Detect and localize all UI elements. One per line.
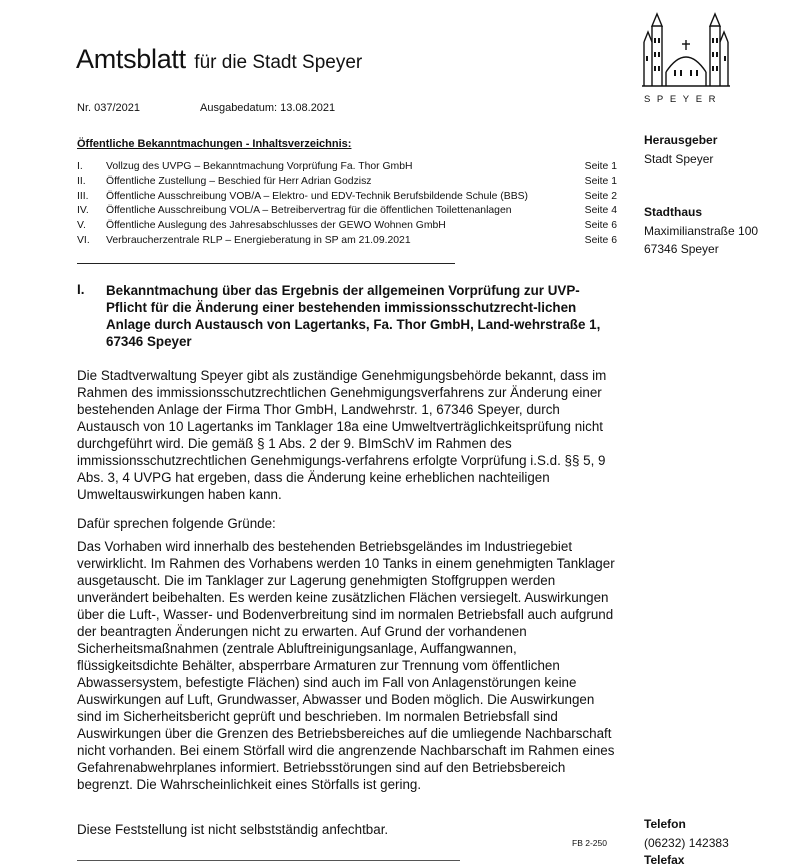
toc-item-title: Vollzug des UVPG – Bekanntmachung Vorprüfung Fa. Thor GmbH <box>106 161 413 172</box>
paragraph-announcement: Die Stadtverwaltung Speyer gibt als zuständige Genehmigungsbehörde bekannt, dass im Rahmen des immissionsschutzrechtlichen Genehmigungsverfahrens zur Änderung einer bestehenden Anlage der Firma Thor GmbH, Landwehrstr. 1, 67346 Speyer, durch Austausch von 10 Lagertanks im Tanklager 18a eine Umweltverträglichkeitsprüfung nicht durchgeführt wird. Die gemäß § 1 Abs. 2 der 9. BImSchV im Rahmen des immissionsschutzrechtlichen Genehmigungs-verfahrens erfolgte Vorprüfung i.S.d. §§ 5, 9 Abs. 3, 4 UVPG hat ergeben, dass die Änderung keine erheblichen nachteiligen Umweltauswirkungen haben kann. <box>77 368 607 502</box>
fax-label: Telefax <box>644 853 685 867</box>
publisher-label: Herausgeber <box>644 133 718 147</box>
toc-item-title: Öffentliche Ausschreibung VOB/A – Elektro- und EDV-Technik Berufsbildende Schule (BBS) <box>106 190 529 202</box>
toc-item <box>77 234 617 249</box>
table-of-contents <box>77 160 617 249</box>
bottom-divider <box>77 860 460 861</box>
toc-item <box>77 190 617 205</box>
toc-item-number: II. <box>77 175 86 187</box>
toc-item-number: IV. <box>77 205 89 217</box>
toc-item-page: Seite 1 <box>584 175 617 187</box>
toc-item <box>77 219 617 234</box>
masthead-title: Amtsblatt <box>76 44 186 74</box>
toc-item-title: Öffentliche Ausschreibung VOL/A – Betreibervertrag für die öffentlichen Toilettenanlagen <box>106 205 512 217</box>
toc-item <box>77 175 617 190</box>
logo-wordmark: SPEYER <box>644 94 723 105</box>
toc-item-page: Seite 6 <box>584 220 617 232</box>
toc-item-number: I. <box>77 161 83 172</box>
speyer-cathedral-logo-icon <box>640 12 732 92</box>
section-title: Bekanntmachung über das Ergebnis der allgemeinen Vorprüfung zur UVP-Pflicht für die Änderung einer bestehenden immissionsschutzrecht-lichen Anlage durch Austausch von Lagertanks, Fa. Thor GmbH, Land-wehrstraße 1, 67346 Speyer <box>106 283 601 349</box>
masthead-subtitle: für die Stadt Speyer <box>194 52 363 73</box>
toc-item <box>77 160 617 175</box>
masthead <box>76 44 362 75</box>
toc-item-number: V. <box>77 220 86 232</box>
toc-item-page: Seite 2 <box>584 190 617 202</box>
toc-item-title: Verbraucherzentrale RLP – Energieberatung in SP am 21.09.2021 <box>106 234 411 246</box>
paragraph-reasons-intro: Dafür sprechen folgende Gründe: <box>77 516 276 531</box>
section-number: I. <box>77 282 85 297</box>
issue-date: Ausgabedatum: 13.08.2021 <box>200 102 336 114</box>
toc-item-title: Öffentliche Zustellung – Beschied für Herr Adrian Godzisz <box>106 175 372 187</box>
phone-label: Telefon <box>644 817 686 831</box>
publisher-value: Stadt Speyer <box>644 152 714 166</box>
office-label: Stadthaus <box>644 205 703 219</box>
toc-item-page: Seite 4 <box>584 205 617 217</box>
paragraph-not-contestable: Diese Feststellung ist nicht selbstständig anfechtbar. <box>77 822 389 837</box>
toc-item-number: VI. <box>77 234 90 246</box>
office-city: 67346 Speyer <box>644 242 719 256</box>
paragraph-reasons: Das Vorhaben wird innerhalb des bestehenden Betriebsgeländes im Industriegebiet verwirklicht. Im Rahmen des Vorhabens werden 10 Tanks in einem genehmigten Tanklager ausgetauscht. Die im Tanklager zur Lagerung genehmigten Stoffgruppen werden unverändert beibehalten. Es werden keine zusätzlichen Flächen versiegelt. Auswirkungen über die Luft-, Wasser- und Bodenverbreitung sind im normalen Betriebsfall auch aufgrund der beantragten Änderungen nicht zu erwarten. Auf Grund der vorhandenen Sicherheitsmaßnahmen (zentrale Abluftreinigungsanlage, Auffangwannen, flüssigkeitsdichte Behälter, absperrbare Armaturen zur Trennung vom öffentlichen Abwassersystem, befestigte Flächen) sind auch im Fall von Anlagenstörungen keine Auswirkungen auf Luft, Grundwasser, Abwasser und Boden möglich. Die Auswirkungen sind im Sicherheitsbericht geprüft und beschrieben. Im normalen Betriebsfall sind Auswirkungen über die Grenzen des Betriebsbereiches auf die umliegende Nachbarschaft nicht vorhanden. Bei einem Störfall wird die angrenzende Nachbarschaft im Rahmen eines Gefahrenabwehrplanes informiert. Betriebsstörungen sind auf den Betriebsbereich begrenzt. Die Wahrscheinlichkeit eines Störfalls ist gering. <box>77 539 615 792</box>
toc-item-page: Seite 6 <box>584 234 617 246</box>
issue-number: Nr. 037/2021 <box>77 102 140 114</box>
phone-value: (06232) 142383 <box>644 836 729 850</box>
office-street: Maximilianstraße 100 <box>644 224 759 238</box>
form-code: FB 2-250 <box>572 838 607 848</box>
toc-item-page: Seite 1 <box>584 161 617 172</box>
toc-item <box>77 204 617 219</box>
toc-divider <box>77 263 455 264</box>
toc-item-number: III. <box>77 190 89 202</box>
toc-item-title: Öffentliche Auslegung des Jahresabschlusses der GEWO Wohnen GmbH <box>106 220 446 232</box>
toc-heading: Öffentliche Bekanntmachungen - Inhaltsverzeichnis: <box>77 138 352 150</box>
